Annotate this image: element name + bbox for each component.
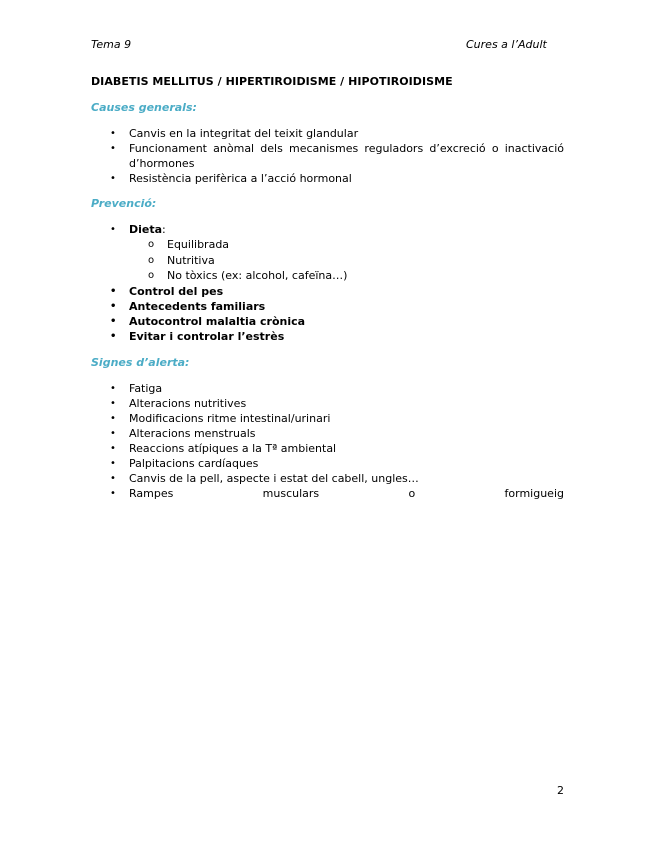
causes-list <box>91 126 564 186</box>
list-item <box>91 126 564 141</box>
dieta-label: Dieta <box>129 223 163 236</box>
list-item <box>91 486 564 501</box>
list-item-text: Alteracions nutritives <box>129 397 247 410</box>
bullet-icon: • <box>110 428 116 439</box>
bullet-icon: • <box>110 473 116 484</box>
sublist-item <box>129 237 564 253</box>
circle-bullet-icon: o <box>148 254 155 266</box>
list-item <box>91 141 564 171</box>
bullet-icon: • <box>110 443 116 454</box>
bullet-icon: • <box>110 285 117 297</box>
list-item-text: Modificacions ritme intestinal/urinari <box>129 412 331 425</box>
list-item-text: Alteracions menstruals <box>129 427 256 440</box>
list-item <box>91 329 564 344</box>
bullet-icon: • <box>110 330 117 342</box>
list-item-text-justified <box>129 486 564 501</box>
list-item-text: Canvis en la integritat del teixit glandular <box>129 127 359 140</box>
sublist-item-text: Nutritiva <box>167 253 215 267</box>
header-course: Cures a l’Adult <box>466 38 547 51</box>
document-title: DIABETIS MELLITUS / HIPERTIROIDISME / HIPOTIROIDISME <box>91 75 453 88</box>
circle-bullet-icon: o <box>148 270 155 281</box>
bullet-icon: • <box>110 128 116 139</box>
prevencio-heading: Prevenció: <box>91 197 157 210</box>
bullet-icon: • <box>110 383 116 394</box>
page-number: 2 <box>557 784 564 797</box>
list-item <box>91 456 564 471</box>
dieta-sublist <box>129 237 564 284</box>
list-item-text: Funcionament anòmal dels mecanismes reguladors d’excreció o inactivació d’hormones <box>129 142 564 170</box>
list-item-text: Control del pes <box>129 284 224 298</box>
bullet-icon: • <box>110 143 116 154</box>
list-item <box>91 396 564 411</box>
bullet-icon: • <box>110 458 116 469</box>
list-item <box>91 171 564 186</box>
list-item-text: Reaccions atípiques a la Tª ambiental <box>129 442 337 455</box>
signes-heading: Signes d’alerta: <box>91 356 190 369</box>
word: o <box>408 487 416 500</box>
list-item <box>91 222 564 284</box>
word: Rampes <box>129 487 174 500</box>
list-item-text: Evitar i controlar l’estrès <box>129 329 285 343</box>
list-item-text: Fatiga <box>129 382 163 395</box>
bullet-icon: • <box>110 224 116 235</box>
bullet-icon: • <box>110 413 116 424</box>
causes-heading: Causes generals: <box>91 101 197 114</box>
list-item <box>91 441 564 456</box>
bullet-icon: • <box>110 488 116 499</box>
bullet-icon: • <box>110 173 116 184</box>
bullet-icon: • <box>110 315 117 327</box>
dieta-colon: : <box>162 223 166 236</box>
prevencio-list <box>91 222 564 344</box>
list-item <box>91 471 564 486</box>
list-item-text: Palpitacions cardíaques <box>129 457 259 470</box>
word: musculars <box>262 487 320 500</box>
list-item <box>91 381 564 396</box>
list-item <box>91 426 564 441</box>
list-item <box>91 411 564 426</box>
list-item-text: Autocontrol malaltia crònica <box>129 314 306 328</box>
list-item-text: Canvis de la pell, aspecte i estat del cabell, ungles… <box>129 472 419 485</box>
signes-list <box>91 381 564 501</box>
circle-bullet-icon: o <box>148 239 155 250</box>
list-item <box>91 299 564 314</box>
sublist-item-text: Equilibrada <box>167 238 230 251</box>
list-item <box>91 314 564 329</box>
list-item-text: Resistència perifèrica a l’acció hormonal <box>129 172 352 185</box>
bullet-icon: • <box>110 300 117 312</box>
sublist-item <box>129 268 564 284</box>
header-topic: Tema 9 <box>91 38 132 51</box>
sublist-item <box>129 253 564 269</box>
list-item-text: Antecedents familiars <box>129 299 266 313</box>
bullet-icon: • <box>110 398 116 409</box>
sublist-item-text: No tòxics (ex: alcohol, cafeïna…) <box>167 269 348 282</box>
word: formigueig <box>504 487 564 500</box>
list-item <box>91 284 564 299</box>
